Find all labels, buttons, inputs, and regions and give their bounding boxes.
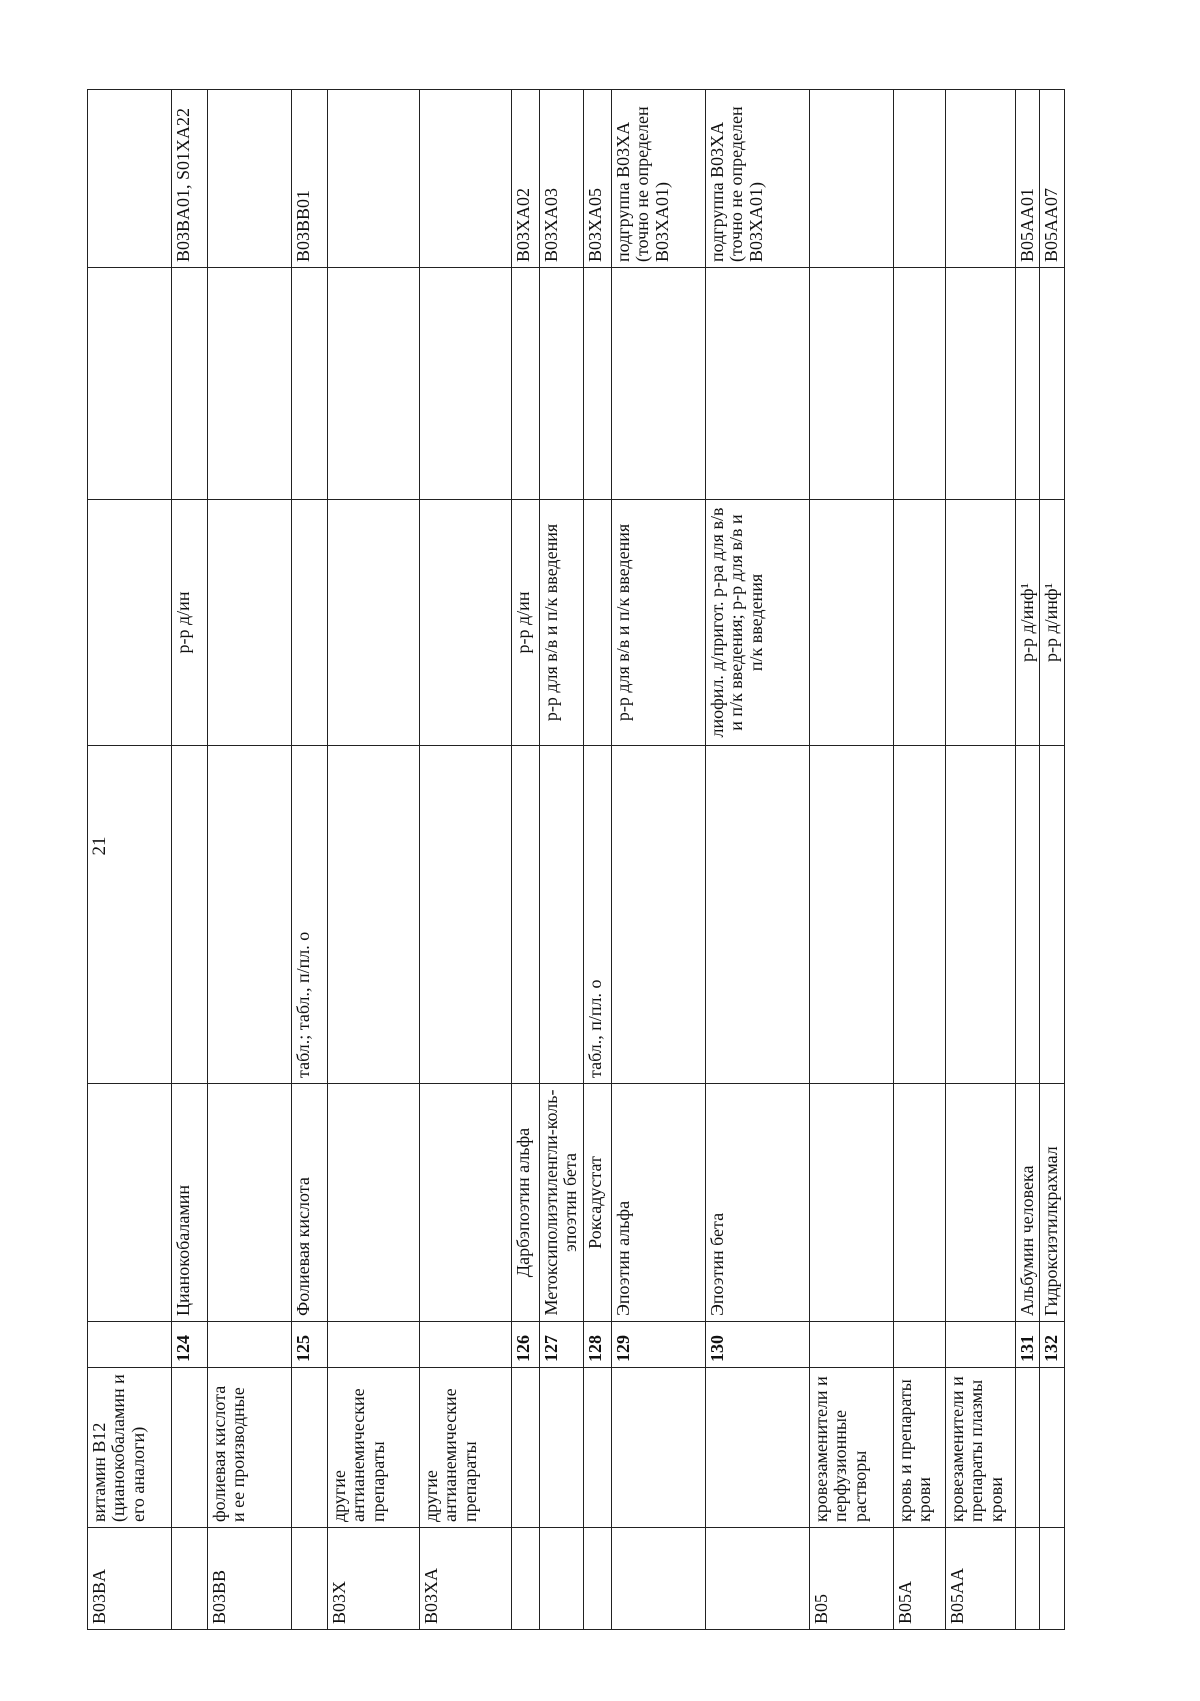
table-row — [292, 90, 328, 1630]
dosage-form-injection-cell: р-р д/инф¹ — [1040, 500, 1064, 746]
note-cell — [420, 268, 512, 500]
note-cell — [1040, 268, 1064, 500]
row-number-cell: 125 — [292, 1322, 328, 1368]
atc-group-cell: другие антианемические препараты — [420, 1368, 512, 1528]
atc-group-cell — [512, 1368, 540, 1528]
atc-full-code-cell — [946, 90, 1016, 268]
atc-full-code-cell: B03BB01 — [292, 90, 328, 268]
row-number-cell — [328, 1322, 420, 1368]
atc-group-cell — [540, 1368, 584, 1528]
note-cell — [810, 268, 894, 500]
atc-code-cell: B03BA — [88, 1528, 172, 1630]
dosage-form-injection-cell: р-р д/ин — [172, 500, 208, 746]
drug-name-cell: Дарбэпоэтин альфа — [512, 1084, 540, 1322]
dosage-form-injection-cell — [88, 500, 172, 746]
atc-group-cell — [1040, 1368, 1064, 1528]
table-row — [946, 90, 1016, 1630]
dosage-form-oral-cell — [1016, 746, 1040, 1084]
row-number-cell — [88, 1322, 172, 1368]
page-number: 21 — [89, 836, 110, 856]
dosage-form-injection-cell: р-р д/ин — [512, 500, 540, 746]
atc-code-cell — [540, 1528, 584, 1630]
atc-group-cell — [292, 1368, 328, 1528]
atc-group-cell — [584, 1368, 612, 1528]
table-row — [172, 90, 208, 1630]
drug-name-cell: Метоксиполиэтиленгли-коль-эпоэтин бета — [540, 1084, 584, 1322]
dosage-form-oral-cell: табл., п/пл. о — [584, 746, 612, 1084]
drug-name-cell: Цианокобаламин — [172, 1084, 208, 1322]
atc-full-code-cell: B03BA01, S01XA22 — [172, 90, 208, 268]
note-cell — [706, 268, 810, 500]
dosage-form-injection-cell — [946, 500, 1016, 746]
dosage-form-injection-cell: лиофил. д/пригот. р-ра для в/в и п/к введения; р-р для в/в и п/к введения — [706, 500, 810, 746]
drug-name-cell: Роксадустат — [584, 1084, 612, 1322]
atc-full-code-cell — [208, 90, 292, 268]
row-number-cell: 128 — [584, 1322, 612, 1368]
dosage-form-oral-cell — [328, 746, 420, 1084]
note-cell — [584, 268, 612, 500]
note-cell — [540, 268, 584, 500]
atc-full-code-cell: подгруппа B03XA (точно не определен B03XA01) — [706, 90, 810, 268]
atc-code-cell — [172, 1528, 208, 1630]
drug-name-cell — [420, 1084, 512, 1322]
table-row — [1040, 90, 1064, 1630]
atc-code-cell: B05 — [810, 1528, 894, 1630]
row-number-cell — [420, 1322, 512, 1368]
row-number-cell — [894, 1322, 946, 1368]
table-row — [208, 90, 292, 1630]
atc-group-cell: кровь и препараты крови — [894, 1368, 946, 1528]
dosage-form-oral-cell — [946, 746, 1016, 1084]
dosage-form-injection-cell — [208, 500, 292, 746]
atc-code-cell — [706, 1528, 810, 1630]
drug-name-cell: Эпоэтин бета — [706, 1084, 810, 1322]
dosage-form-injection-cell: р-р для в/в и п/к введения — [612, 500, 706, 746]
note-cell — [612, 268, 706, 500]
drug-name-cell: Гидроксиэтилкрахмал — [1040, 1084, 1064, 1322]
table-row — [1016, 90, 1040, 1630]
table-row — [88, 90, 172, 1630]
atc-full-code-cell: B03XA05 — [584, 90, 612, 268]
atc-group-cell: кровезаменители и перфузионные растворы — [810, 1368, 894, 1528]
atc-code-cell: B03X — [328, 1528, 420, 1630]
atc-full-code-cell — [420, 90, 512, 268]
atc-code-cell — [512, 1528, 540, 1630]
atc-code-cell: B05A — [894, 1528, 946, 1630]
dosage-form-injection-cell — [584, 500, 612, 746]
atc-code-cell: B03XA — [420, 1528, 512, 1630]
atc-group-cell — [706, 1368, 810, 1528]
row-number-cell: 131 — [1016, 1322, 1040, 1368]
dosage-form-injection-cell: р-р д/инф¹ — [1016, 500, 1040, 746]
dosage-form-oral-cell: табл.; табл., п/пл. о — [292, 746, 328, 1084]
atc-full-code-cell: B05AA07 — [1040, 90, 1064, 268]
atc-group-cell — [1016, 1368, 1040, 1528]
row-number-cell — [208, 1322, 292, 1368]
atc-code-cell — [292, 1528, 328, 1630]
note-cell — [328, 268, 420, 500]
dosage-form-oral-cell — [208, 746, 292, 1084]
row-number-cell: 132 — [1040, 1322, 1064, 1368]
dosage-form-oral-cell — [512, 746, 540, 1084]
table-body — [88, 90, 1065, 1630]
atc-full-code-cell: B05AA01 — [1016, 90, 1040, 268]
atc-group-cell: фолиевая кислота и ее производные — [208, 1368, 292, 1528]
atc-full-code-cell: B03XA02 — [512, 90, 540, 268]
rotated-page-content — [87, 90, 1087, 1630]
drug-name-cell — [894, 1084, 946, 1322]
drug-name-cell — [810, 1084, 894, 1322]
atc-group-cell — [172, 1368, 208, 1528]
note-cell — [946, 268, 1016, 500]
atc-code-cell — [1016, 1528, 1040, 1630]
dosage-form-oral-cell — [1040, 746, 1064, 1084]
dosage-form-oral-cell — [810, 746, 894, 1084]
dosage-form-oral-cell — [612, 746, 706, 1084]
atc-code-cell — [584, 1528, 612, 1630]
atc-group-cell: другие антианемические препараты — [328, 1368, 420, 1528]
note-cell — [292, 268, 328, 500]
row-number-cell: 124 — [172, 1322, 208, 1368]
note-cell — [88, 268, 172, 500]
note-cell — [172, 268, 208, 500]
dosage-form-oral-cell — [894, 746, 946, 1084]
drug-name-cell — [328, 1084, 420, 1322]
note-cell — [894, 268, 946, 500]
atc-group-cell — [612, 1368, 706, 1528]
dosage-form-oral-cell — [172, 746, 208, 1084]
row-number-cell: 127 — [540, 1322, 584, 1368]
row-number-cell — [810, 1322, 894, 1368]
dosage-form-injection-cell — [292, 500, 328, 746]
atc-full-code-cell — [894, 90, 946, 268]
dosage-form-oral-cell — [540, 746, 584, 1084]
drug-name-cell: Эпоэтин альфа — [612, 1084, 706, 1322]
note-cell — [208, 268, 292, 500]
drug-name-cell: Альбумин человека — [1016, 1084, 1040, 1322]
atc-drug-table — [87, 89, 1065, 1630]
atc-full-code-cell: подгруппа B03XA (точно не определен B03XA01) — [612, 90, 706, 268]
table-row — [894, 90, 946, 1630]
table-row — [420, 90, 512, 1630]
row-number-cell: 126 — [512, 1322, 540, 1368]
atc-full-code-cell — [88, 90, 172, 268]
table-row — [328, 90, 420, 1630]
dosage-form-injection-cell — [328, 500, 420, 746]
table-row — [584, 90, 612, 1630]
row-number-cell: 129 — [612, 1322, 706, 1368]
drug-name-cell — [88, 1084, 172, 1322]
atc-code-cell: B05AA — [946, 1528, 1016, 1630]
atc-group-cell: витамин B12 (цианокобаламин и его аналоги) — [88, 1368, 172, 1528]
atc-full-code-cell — [328, 90, 420, 268]
dosage-form-injection-cell — [894, 500, 946, 746]
dosage-form-oral-cell — [88, 746, 172, 1084]
dosage-form-injection-cell — [810, 500, 894, 746]
drug-name-cell — [946, 1084, 1016, 1322]
row-number-cell — [946, 1322, 1016, 1368]
dosage-form-injection-cell — [420, 500, 512, 746]
row-number-cell: 130 — [706, 1322, 810, 1368]
drug-name-cell — [208, 1084, 292, 1322]
table-row — [612, 90, 706, 1630]
atc-group-cell: кровезаменители и препараты плазмы крови — [946, 1368, 1016, 1528]
table-row — [540, 90, 584, 1630]
table-row — [810, 90, 894, 1630]
atc-code-cell — [612, 1528, 706, 1630]
table-row — [706, 90, 810, 1630]
note-cell — [512, 268, 540, 500]
dosage-form-injection-cell: р-р для в/в и п/к введения — [540, 500, 584, 746]
dosage-form-oral-cell — [706, 746, 810, 1084]
drug-name-cell: Фолиевая кислота — [292, 1084, 328, 1322]
atc-full-code-cell: B03XA03 — [540, 90, 584, 268]
atc-code-cell — [1040, 1528, 1064, 1630]
dosage-form-oral-cell — [420, 746, 512, 1084]
table-row — [512, 90, 540, 1630]
atc-code-cell: B03BB — [208, 1528, 292, 1630]
note-cell — [1016, 268, 1040, 500]
atc-full-code-cell — [810, 90, 894, 268]
